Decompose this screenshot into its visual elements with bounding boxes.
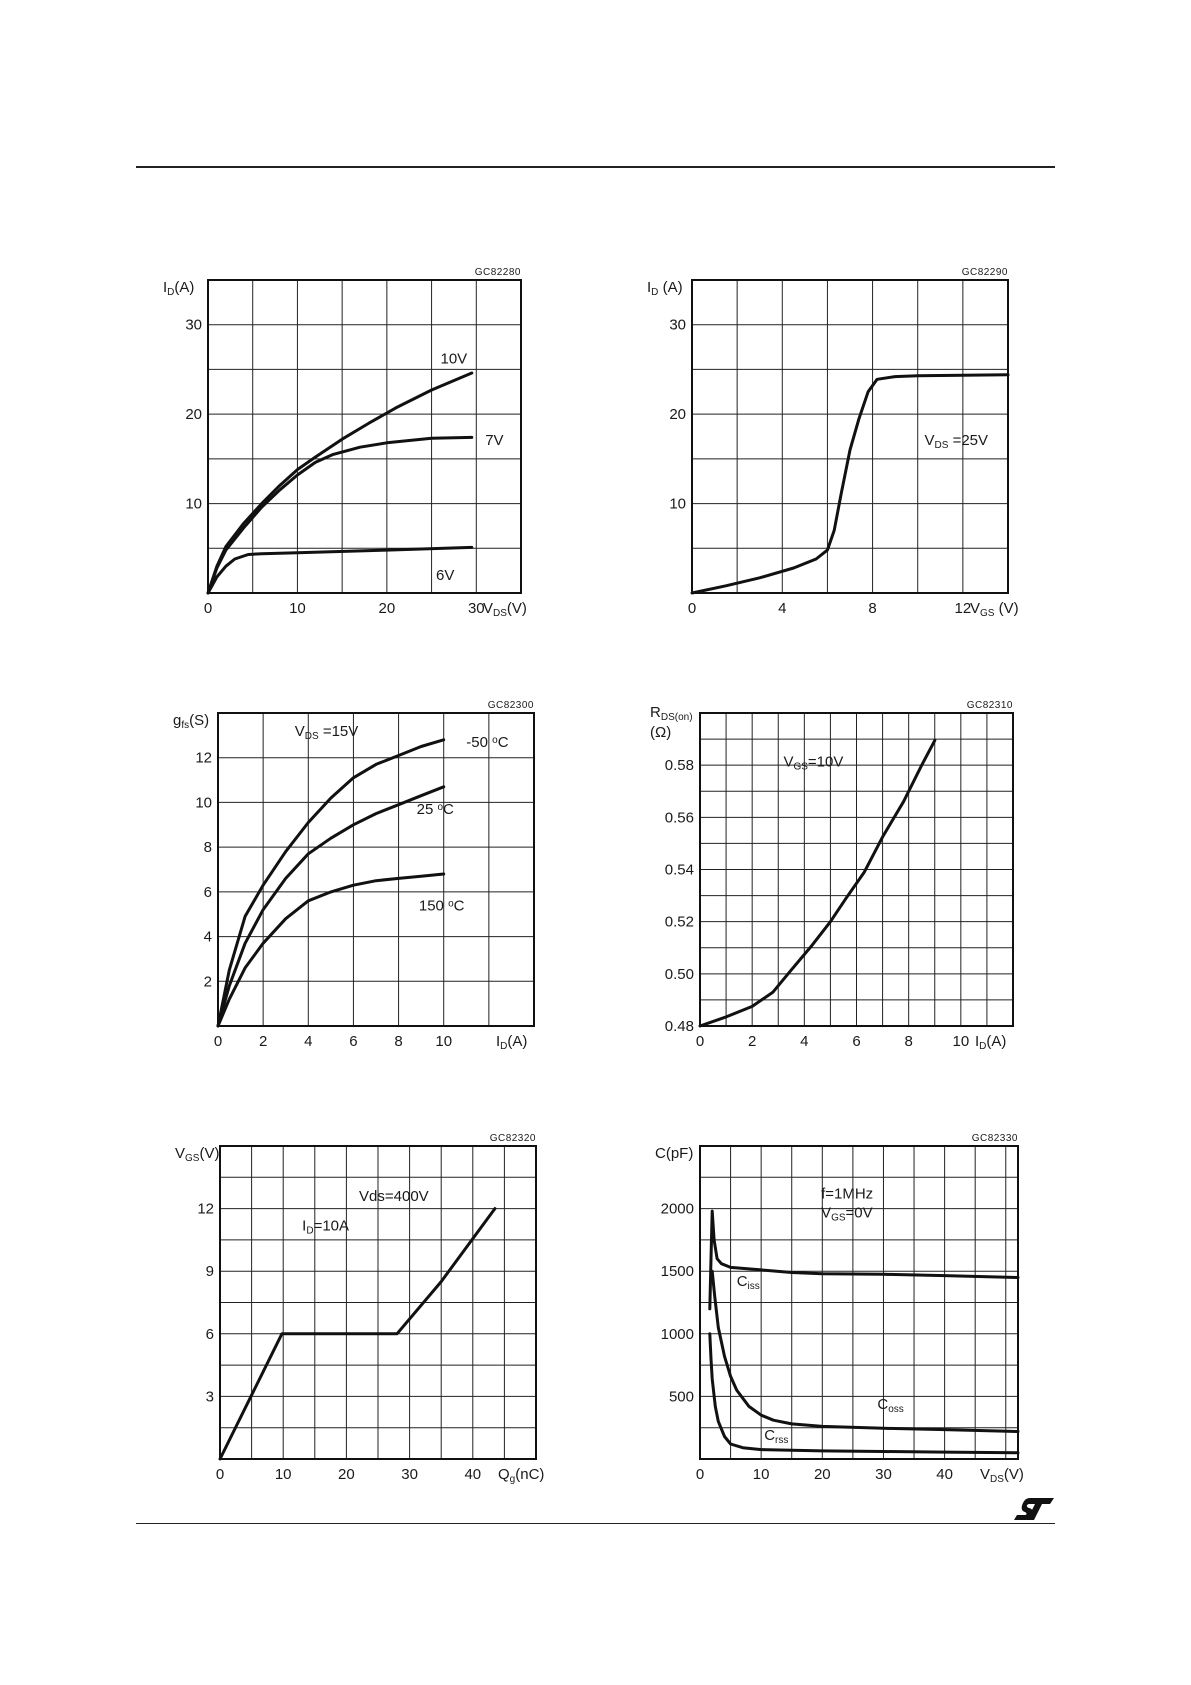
x-tick-label: 0 <box>215 1466 225 1483</box>
y-tick-label: 500 <box>668 1388 694 1406</box>
y-tick-label: 2 <box>203 973 212 991</box>
x-tick-label: 8 <box>868 600 877 617</box>
annotation-label: 25 oC <box>416 801 454 819</box>
figure-code: GC82300 <box>487 700 534 711</box>
x-tick-label: 10 <box>289 600 306 617</box>
annotation-label: f=1MHz <box>821 1185 874 1203</box>
y-tick-label: 30 <box>669 316 686 334</box>
x-axis-label: VDS(V) <box>483 600 527 619</box>
x-tick-label: 20 <box>378 600 396 617</box>
annotation-label: 10V <box>440 350 468 368</box>
y-tick-label: 1000 <box>660 1325 694 1343</box>
x-tick-label: 30 <box>875 1466 892 1483</box>
y-tick-label: 0.54 <box>664 861 694 879</box>
y-tick-label: 3 <box>205 1388 214 1406</box>
annotation-label: VGS=10V <box>783 753 844 772</box>
y-tick-label: 0.58 <box>664 757 694 775</box>
figure-code: GC82280 <box>474 267 521 278</box>
x-tick-label: 20 <box>338 1466 355 1483</box>
series-line <box>208 437 472 593</box>
y-tick-label: 12 <box>195 749 212 767</box>
annotation-label: Crss <box>764 1427 789 1446</box>
x-tick-label: 0 <box>695 1466 705 1483</box>
y-tick-label: 10 <box>195 794 212 812</box>
x-tick-label: 40 <box>936 1466 953 1483</box>
y-tick-label: 30 <box>185 316 202 334</box>
x-tick-label: 4 <box>304 1033 313 1050</box>
series-line <box>208 373 472 593</box>
annotation-label: VDS =15V <box>294 722 359 742</box>
y-tick-label: 10 <box>669 495 686 513</box>
figure-code: GC82290 <box>961 267 1008 278</box>
series-line <box>712 1271 1018 1431</box>
y-tick-label: 8 <box>203 839 212 857</box>
annotation-label: 6V <box>436 567 455 585</box>
figure-code: GC82310 <box>966 700 1013 711</box>
y-tick-label: 10 <box>185 495 202 513</box>
y-axis-label: RDS(on) <box>650 704 693 723</box>
y-axis-label: (Ω) <box>650 724 672 741</box>
x-tick-label: 4 <box>800 1033 809 1050</box>
y-tick-label: 0.50 <box>664 965 694 983</box>
x-tick-label: 0 <box>203 600 213 617</box>
x-tick-label: 10 <box>274 1466 292 1483</box>
x-axis-label: VDS(V) <box>980 1466 1024 1485</box>
figure-code: GC82330 <box>971 1133 1018 1144</box>
capacitance-chart <box>640 1128 1040 1488</box>
y-tick-label: 12 <box>197 1200 214 1218</box>
x-tick-label: 6 <box>349 1033 358 1050</box>
y-tick-label: 2000 <box>660 1200 694 1218</box>
series-line <box>710 1334 1018 1453</box>
x-tick-label: 30 <box>467 600 485 617</box>
y-tick-label: 0.48 <box>664 1018 694 1035</box>
y-axis-label: gfs(S) <box>173 712 210 731</box>
x-tick-label: 40 <box>464 1466 482 1483</box>
x-tick-label: 10 <box>952 1033 970 1050</box>
x-tick-label: 4 <box>778 600 787 617</box>
series-line <box>700 740 935 1026</box>
x-tick-label: 20 <box>813 1466 831 1483</box>
on-resistance-chart <box>640 695 1040 1055</box>
x-axis-label: Qg(nC) <box>498 1466 545 1485</box>
header-rule <box>136 166 1055 168</box>
y-tick-label: 6 <box>203 883 212 901</box>
annotation-label: ID=10A <box>302 1217 350 1236</box>
annotation-label: 7V <box>485 432 504 450</box>
gate-charge-chart <box>160 1128 560 1488</box>
y-tick-label: 4 <box>203 928 212 946</box>
x-tick-label: 0 <box>695 1033 705 1050</box>
y-tick-label: 20 <box>669 406 686 424</box>
series-line <box>218 740 444 1026</box>
x-axis-label: ID(A) <box>975 1033 1007 1052</box>
y-tick-label: 20 <box>185 406 202 424</box>
y-tick-label: 9 <box>205 1263 214 1281</box>
series-line <box>208 547 472 593</box>
series-line <box>218 874 444 1026</box>
x-axis-label: ID(A) <box>496 1033 528 1052</box>
x-tick-label: 10 <box>752 1466 770 1483</box>
y-axis-label: C(pF) <box>655 1145 694 1162</box>
figure-code: GC82320 <box>489 1133 536 1144</box>
plot-frame <box>218 713 534 1026</box>
annotation-label: Vds=400V <box>359 1188 429 1206</box>
annotation-label: 150 oC <box>418 897 465 915</box>
x-tick-label: 10 <box>435 1033 453 1050</box>
y-tick-label: 0.52 <box>664 913 694 931</box>
y-axis-label: VGS(V) <box>175 1145 220 1164</box>
st-logo-icon <box>1012 1496 1056 1522</box>
series-line <box>692 375 1008 593</box>
footer-rule <box>136 1523 1055 1524</box>
transfer-characteristics-chart <box>640 262 1040 622</box>
x-tick-label: 6 <box>852 1033 861 1050</box>
x-tick-label: 8 <box>904 1033 913 1050</box>
output-characteristics-chart <box>160 262 560 622</box>
x-tick-label: 12 <box>954 600 972 617</box>
y-axis-label: ID (A) <box>647 279 683 298</box>
y-tick-label: 0.56 <box>664 809 694 827</box>
y-axis-label: ID(A) <box>163 279 195 298</box>
annotation-label: VGS=0V <box>821 1204 873 1223</box>
plot-frame <box>208 280 521 593</box>
annotation-label: VDS =25V <box>924 432 989 451</box>
x-tick-label: 2 <box>747 1033 757 1050</box>
series-line <box>710 1211 1018 1309</box>
x-tick-label: 8 <box>394 1033 403 1050</box>
y-tick-label: 6 <box>205 1325 214 1343</box>
x-tick-label: 2 <box>258 1033 268 1050</box>
x-tick-label: 30 <box>401 1466 418 1483</box>
x-axis-label: VGS (V) <box>970 600 1019 619</box>
x-tick-label: 0 <box>687 600 697 617</box>
annotation-label: -50 oC <box>466 734 509 752</box>
x-tick-label: 0 <box>213 1033 223 1050</box>
annotation-label: Ciss <box>736 1273 760 1292</box>
y-tick-label: 1500 <box>660 1263 694 1281</box>
transconductance-chart <box>160 695 560 1055</box>
annotation-label: Coss <box>877 1395 904 1415</box>
